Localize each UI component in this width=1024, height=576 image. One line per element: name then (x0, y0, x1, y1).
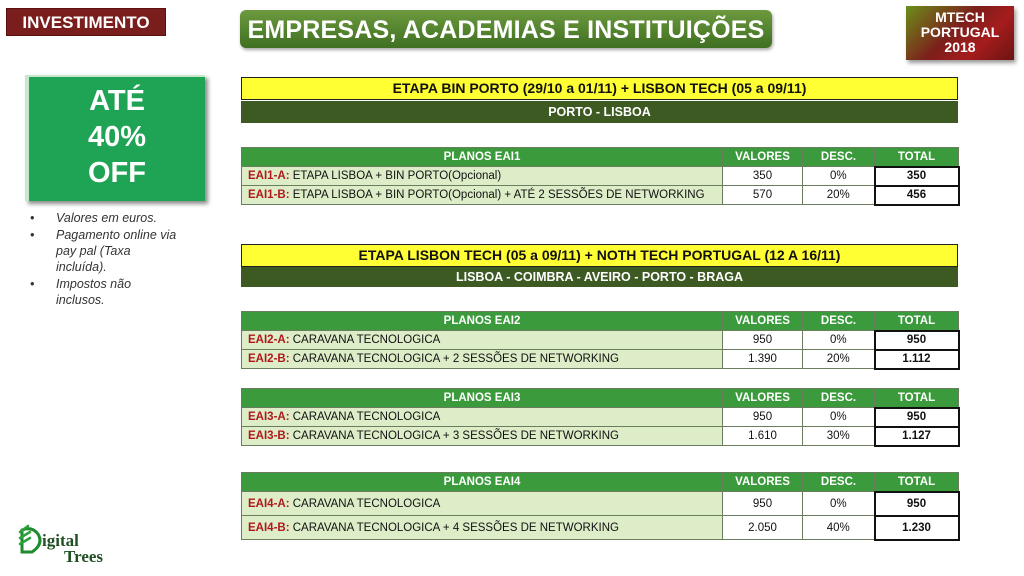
plan-total: 1.112 (875, 350, 959, 369)
plan-desc: ETAPA LISBOA + BIN PORTO(Opcional) + ATÉ 2 SESSÕES DE NETWORKING (289, 189, 705, 201)
table-row (242, 186, 959, 205)
col-desc: DESC. (803, 312, 875, 331)
col-total: TOTAL (875, 473, 959, 492)
col-valores: VALORES (723, 148, 803, 167)
plan-desc: CARAVANA TECNOLOGICA (289, 497, 441, 510)
table-header-row (242, 148, 959, 167)
plan-name (242, 167, 723, 186)
stage1-cities: PORTO - LISBOA (241, 101, 958, 123)
plan-name (242, 186, 723, 205)
event-badge (906, 6, 1014, 60)
plan-total: 950 (875, 492, 959, 516)
plan-total: 950 (875, 408, 959, 427)
logo-line2: Trees (64, 547, 104, 566)
plan-name (242, 331, 723, 350)
plans-table-eai1 (241, 147, 960, 206)
plan-name (242, 427, 723, 446)
col-total: TOTAL (875, 389, 959, 408)
plans-table-eai2 (241, 311, 960, 370)
plan-desconto: 0% (803, 492, 875, 516)
digital-trees-logo (18, 520, 118, 570)
plan-total: 350 (875, 167, 959, 186)
table-row (242, 427, 959, 446)
table-row (242, 408, 959, 427)
logo-line1: igital (42, 531, 79, 550)
stage2-cities: LISBOA - COIMBRA - AVEIRO - PORTO - BRAGA (241, 267, 958, 287)
plans-table-eai4 (241, 472, 960, 541)
plan-desconto: 30% (803, 427, 875, 446)
plans-header: PLANOS EAI2 (242, 312, 723, 331)
plan-valor: 350 (723, 167, 803, 186)
plan-valor: 570 (723, 186, 803, 205)
plan-valor: 1.610 (723, 427, 803, 446)
stage1-title: ETAPA BIN PORTO (29/10 a 01/11) + LISBON TECH (05 a 09/11) (241, 77, 958, 100)
plan-valor: 2.050 (723, 516, 803, 540)
table-header-row (242, 473, 959, 492)
col-total: TOTAL (875, 148, 959, 167)
plan-name (242, 408, 723, 427)
col-desc: DESC. (803, 473, 875, 492)
page-title: EMPRESAS, ACADEMIAS E INSTITUIÇÕES (240, 10, 772, 48)
plan-desc: CARAVANA TECNOLOGICA (289, 411, 441, 423)
plans-header: PLANOS EAI4 (242, 473, 723, 492)
plan-desc: CARAVANA TECNOLOGICA + 2 SESSÕES DE NETWORKING (289, 353, 619, 365)
plan-name (242, 516, 723, 540)
plan-total: 456 (875, 186, 959, 205)
plans-table-eai3 (241, 388, 960, 447)
notes-list (30, 210, 180, 309)
plan-code: EAI4-A: (248, 497, 290, 510)
plan-desconto: 40% (803, 516, 875, 540)
table-header-row (242, 389, 959, 408)
table-row (242, 492, 959, 516)
plan-desc: ETAPA LISBOA + BIN PORTO(Opcional) (289, 170, 502, 182)
plan-code: EAI3-B: (248, 430, 290, 442)
plan-code: EAI4-B: (248, 521, 290, 534)
table-header-row (242, 312, 959, 331)
plan-desconto: 0% (803, 167, 875, 186)
note-item: • Valores em euros. (30, 210, 180, 226)
discount-line: 40% (87, 121, 147, 153)
plan-valor: 950 (723, 408, 803, 427)
plan-desconto: 0% (803, 331, 875, 350)
plan-desconto: 20% (803, 350, 875, 369)
plan-desc: CARAVANA TECNOLOGICA (289, 334, 441, 346)
plan-valor: 950 (723, 331, 803, 350)
table-row (242, 350, 959, 369)
plan-name (242, 350, 723, 369)
leaf-d-icon (18, 524, 44, 554)
plan-valor: 1.390 (723, 350, 803, 369)
plan-desc: CARAVANA TECNOLOGICA + 4 SESSÕES DE NETWORKING (289, 521, 619, 534)
plan-desconto: 0% (803, 408, 875, 427)
col-total: TOTAL (875, 312, 959, 331)
col-valores: VALORES (723, 389, 803, 408)
plan-valor: 950 (723, 492, 803, 516)
plan-code: EAI1-B: (248, 189, 290, 201)
col-desc: DESC. (803, 148, 875, 167)
discount-banner (25, 75, 205, 201)
plan-total: 1.127 (875, 427, 959, 446)
plans-header: PLANOS EAI3 (242, 389, 723, 408)
plan-name (242, 492, 723, 516)
table-row (242, 516, 959, 540)
stage2-title: ETAPA LISBON TECH (05 a 09/11) + NOTH TECH PORTUGAL (12 A 16/11) (241, 244, 958, 267)
discount-line: ATÉ (89, 85, 145, 117)
badge-line: PORTUGAL (920, 24, 1000, 40)
plan-desc: CARAVANA TECNOLOGICA + 3 SESSÕES DE NETWORKING (289, 430, 619, 442)
col-desc: DESC. (803, 389, 875, 408)
badge-line: 2018 (944, 39, 976, 55)
note-item: • Pagamento online via pay pal (Taxa incluída). (30, 227, 180, 275)
badge-line: MTECH (935, 9, 985, 25)
plan-code: EAI3-A: (248, 411, 290, 423)
col-valores: VALORES (723, 473, 803, 492)
table-row (242, 167, 959, 186)
plan-code: EAI1-A: (248, 170, 290, 182)
section-label: INVESTIMENTO (6, 8, 166, 36)
note-item: • Impostos não inclusos. (30, 276, 180, 308)
col-valores: VALORES (723, 312, 803, 331)
plan-desconto: 20% (803, 186, 875, 205)
table-row (242, 331, 959, 350)
plan-code: EAI2-A: (248, 334, 290, 346)
plan-total: 1.230 (875, 516, 959, 540)
plans-header: PLANOS EAI1 (242, 148, 723, 167)
discount-line: OFF (88, 157, 146, 189)
plan-total: 950 (875, 331, 959, 350)
plan-code: EAI2-B: (248, 353, 290, 365)
